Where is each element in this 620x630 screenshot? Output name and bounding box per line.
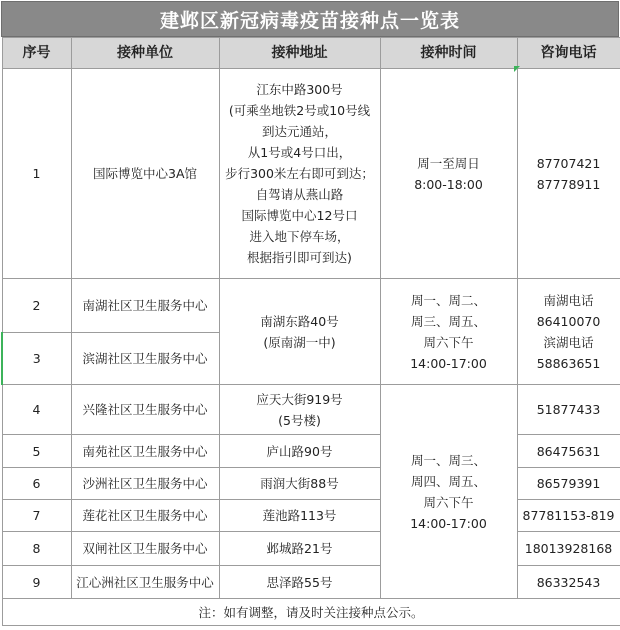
phone-line: 滨湖电话 bbox=[543, 334, 594, 350]
seq-cell: 2 bbox=[2, 279, 71, 333]
time-cell bbox=[380, 69, 517, 279]
unit-cell: 江心洲社区卫生服务中心 bbox=[71, 566, 219, 599]
table-row bbox=[2, 566, 620, 599]
page-title: 建邺区新冠病毒疫苗接种点一览表 bbox=[1, 1, 619, 37]
table-row bbox=[2, 279, 620, 333]
phone-cell: 86579391 bbox=[517, 468, 620, 500]
time-line: 周六下午 bbox=[423, 494, 474, 510]
address-line: (原南湖一中) bbox=[263, 334, 336, 350]
unit-cell: 滨湖社区卫生服务中心 bbox=[71, 333, 219, 385]
header-row bbox=[2, 38, 620, 69]
phone-cell: 87781153-819 bbox=[517, 500, 620, 532]
table-row bbox=[2, 435, 620, 468]
seq-cell: 5 bbox=[2, 435, 71, 468]
address-line: (可乘坐地铁2号或10号线 bbox=[228, 103, 371, 118]
address-line: 应天大街919号 bbox=[256, 391, 343, 407]
table-row bbox=[2, 500, 620, 532]
address-line: 步行300米左右即可到达； bbox=[225, 166, 374, 181]
cell-comment-marker bbox=[514, 66, 520, 72]
unit-cell: 南苑社区卫生服务中心 bbox=[71, 435, 219, 468]
header-address: 接种地址 bbox=[219, 38, 380, 69]
phone-line: 87778911 bbox=[536, 176, 601, 192]
address-line: 到达元通站， bbox=[261, 124, 337, 139]
phone-cell: 86332543 bbox=[517, 566, 620, 599]
unit-cell: 沙洲社区卫生服务中心 bbox=[71, 468, 219, 500]
address-line: 南湖东路40号 bbox=[260, 313, 339, 329]
seq-cell: 4 bbox=[2, 385, 71, 435]
time-line: 周一至周日 bbox=[417, 155, 480, 171]
sites-table bbox=[1, 37, 620, 626]
time-cell bbox=[380, 385, 517, 599]
footnote: 注：如有调整，请及时关注接种点公示。 bbox=[2, 599, 620, 626]
header-seq: 序号 bbox=[2, 38, 71, 69]
unit-cell: 国际博览中心3A馆 bbox=[71, 69, 219, 279]
seq-cell: 1 bbox=[2, 69, 71, 279]
phone-line: 86410070 bbox=[536, 313, 601, 329]
time-line: 周三、周五、 bbox=[410, 313, 486, 329]
address-line: 自驾请从燕山路 bbox=[255, 187, 344, 202]
header-phone: 咨询电话 bbox=[517, 38, 620, 69]
unit-cell: 双闸社区卫生服务中心 bbox=[71, 532, 219, 566]
table-row bbox=[2, 468, 620, 500]
address-cell bbox=[219, 279, 380, 385]
address-line: 从1号或4号口出， bbox=[247, 145, 352, 160]
table-row bbox=[2, 385, 620, 435]
address-line: 根据指引即可到达) bbox=[247, 250, 352, 265]
address-line: (5号楼) bbox=[278, 412, 321, 428]
time-line: 周六下午 bbox=[423, 334, 474, 350]
time-line: 周一、周二、 bbox=[410, 292, 486, 308]
phone-line: 58863651 bbox=[536, 355, 601, 371]
phone-cell bbox=[517, 279, 620, 385]
unit-cell: 南湖社区卫生服务中心 bbox=[71, 279, 219, 333]
seq-cell: 3 bbox=[2, 333, 71, 385]
phone-cell: 86475631 bbox=[517, 435, 620, 468]
table-row bbox=[2, 69, 620, 279]
phone-cell bbox=[517, 69, 620, 279]
address-cell: 庐山路90号 bbox=[219, 435, 380, 468]
address-line: 进入地下停车场， bbox=[249, 229, 350, 244]
address-cell: 雨润大街88号 bbox=[219, 468, 380, 500]
address-line: 国际博览中心12号口 bbox=[241, 208, 358, 223]
phone-cell: 51877433 bbox=[517, 385, 620, 435]
phone-cell: 18013928168 bbox=[517, 532, 620, 566]
time-line: 14:00-17:00 bbox=[410, 515, 487, 531]
time-cell bbox=[380, 279, 517, 385]
seq-cell: 7 bbox=[2, 500, 71, 532]
time-line: 周一、周三、 bbox=[410, 452, 486, 468]
table-row bbox=[2, 532, 620, 566]
note-row bbox=[2, 599, 620, 626]
vaccination-sites-sheet bbox=[1, 1, 619, 628]
header-time: 接种时间 bbox=[380, 38, 517, 69]
seq-cell: 9 bbox=[2, 566, 71, 599]
unit-cell: 莲花社区卫生服务中心 bbox=[71, 500, 219, 532]
address-cell: 思泽路55号 bbox=[219, 566, 380, 599]
phone-line: 87707421 bbox=[536, 155, 601, 171]
time-line: 8:00-18:00 bbox=[414, 176, 483, 192]
header-unit: 接种单位 bbox=[71, 38, 219, 69]
seq-cell: 6 bbox=[2, 468, 71, 500]
address-cell bbox=[219, 385, 380, 435]
address-cell bbox=[219, 69, 380, 279]
unit-cell: 兴隆社区卫生服务中心 bbox=[71, 385, 219, 435]
phone-line: 南湖电话 bbox=[543, 292, 594, 308]
time-line: 周四、周五、 bbox=[410, 473, 486, 489]
address-cell: 莲池路113号 bbox=[219, 500, 380, 532]
seq-cell: 8 bbox=[2, 532, 71, 566]
address-line: 江东中路300号 bbox=[256, 82, 343, 97]
address-cell: 邺城路21号 bbox=[219, 532, 380, 566]
time-line: 14:00-17:00 bbox=[410, 355, 487, 371]
